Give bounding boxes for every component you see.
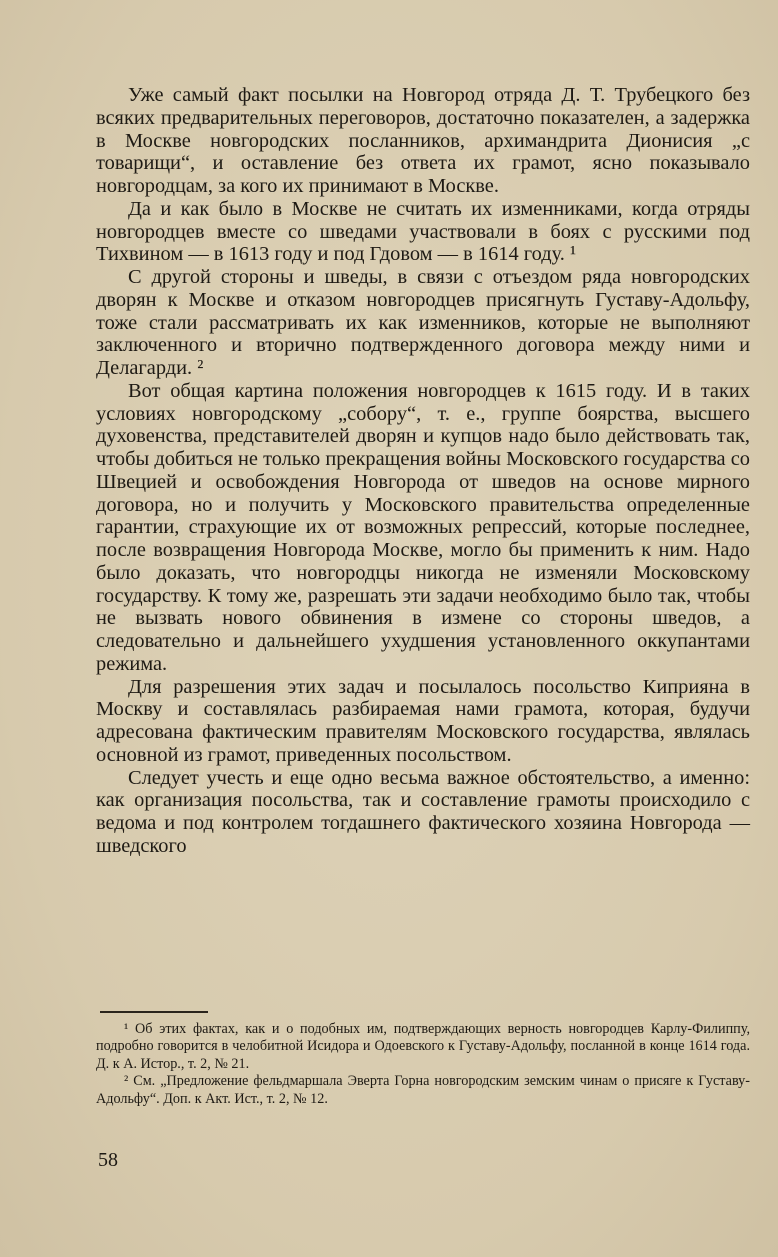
- footnote-1: ¹ Об этих фактах, как и о подобных им, подтверждающих верность новгородцев Карлу-Филиппу, подробно говорится в челобитной Исидора и Одоевского к Густаву-Адольфу, посланной в конце 1614 года. Д. к А. Истор., т. 2, № 21.: [96, 1021, 750, 1072]
- paragraph-2: Да и как было в Москве не считать их изменниками, когда отряды новгородцев вместе со шведами участвовали в боях с русскими под Тихвином — в 1613 году и под Гдовом — в 1614 году. ¹: [96, 197, 750, 266]
- paragraph-4: Вот общая картина положения новгородцев к 1615 году. И в таких условиях новгородскому „собору“, т. е., группе боярства, высшего духовенства, представителей дворян и купцов надо было действовать так, чтобы добиться не только прекращения войны Московского государства со Швецией и освобождения Новгорода от шведов на основе мирного договора, но и получить у Московского правительства определенные гарантии, страхующие их от возможных репрессий, которые последнее, после возвращения Новгорода Москве, могло бы применить к ним. Надо было доказать, что новгородцы никогда не изменяли Московскому государству. К тому же, разрешать эти задачи необходимо было так, чтобы не вызвать нового обвинения в измене со стороны шведов, а следовательно и дальнейшего ухудшения установленного оккупантами режима.: [96, 379, 750, 675]
- paragraph-3: С другой стороны и шведы, в связи с отъездом ряда новгородских дворян к Москве и отказом новгородцев присягнуть Густаву-Адольфу, тоже стали рассматривать их как изменников, которые не выполняют заключенного и вторично подтвержденного договора между ними и Делагарди. ²: [96, 266, 750, 379]
- footnotes: [96, 1021, 750, 1108]
- paragraph-5: Для разрешения этих задач и посылалось посольство Киприяна в Москву и составлялась разбираемая нами грамота, которая, будучи адресована фактическим правителям Московского государства, являлась основной из грамот, приведенных посольством.: [96, 675, 750, 766]
- footnote-2: ² См. „Предложение фельдмаршала Эверта Горна новгородским земским чинам о присяге к Густаву-Адольфу“. Доп. к Акт. Ист., т. 2, № 12.: [96, 1073, 750, 1107]
- paragraph-1: Уже самый факт посылки на Новгород отряда Д. Т. Трубецкого без всяких предварительных переговоров, достаточно показателен, а задержка в Москве новгородских посланников, архимандрита Дионисия „с товарищи“, и оставление без ответа их грамот, ясно показывало новгородцам, за кого их принимают в Москве.: [96, 84, 750, 197]
- footnote-separator: [100, 1011, 208, 1013]
- paragraph-6: Следует учесть и еще одно весьма важное обстоятельство, а именно: как организация посольства, так и составление грамоты происходило с ведома и под контролем тогдашнего фактического хозяина Новгорода — шведского: [96, 766, 750, 857]
- main-text: [96, 84, 750, 858]
- page-number: 58: [98, 1149, 118, 1171]
